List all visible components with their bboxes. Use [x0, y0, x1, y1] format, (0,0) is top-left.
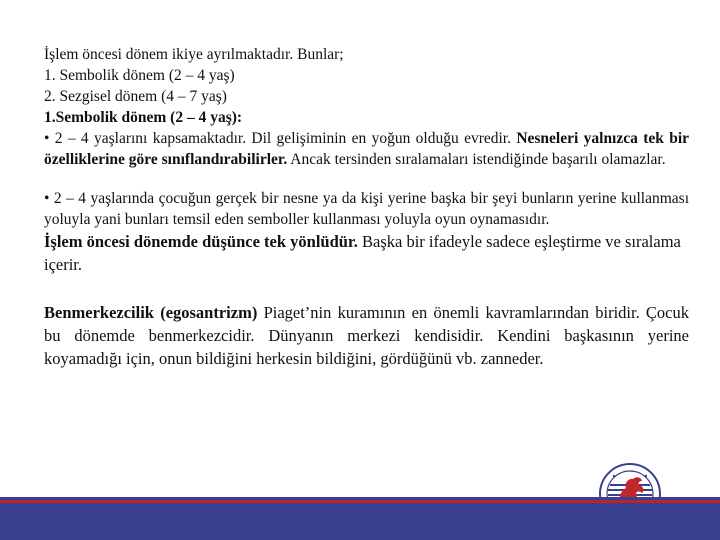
intro-line: İşlem öncesi dönem ikiye ayrılmaktadır. Bunlar; — [44, 46, 344, 63]
paragraph-1-text: • 2 – 4 yaşlarını kapsamaktadır. Dil gelişiminin en yoğun olduğu evredir. — [44, 130, 511, 147]
paragraph-1-bold: Nesneleri yalnızca tek bir özelliklerine göre sınıflandırabilirler. — [44, 130, 690, 168]
paragraph-1-end: Ancak tersinden sıralamaları istendiğinde başarılı olamazlar. — [290, 151, 666, 168]
paragraph-1 — [44, 128, 689, 170]
list-item-symbolic: 1. Sembolik dönem (2 – 4 yaş) — [44, 67, 235, 84]
paragraph-2: • 2 – 4 yaşlarında çocuğun gerçek bir nesne ya da kişi yerine başka bir şeyi bunların yerine kullanması yoluyla yani bunları temsil eden semboller kullanması yoluyla oyun oynamasıdır. — [44, 190, 689, 228]
spacer — [44, 170, 689, 188]
paragraph-3-text: Başka bir ifadeyle sadece eşleştirme ve sıralama içerir. — [44, 232, 681, 274]
paragraph-4-bold: Benmerkezcilik (egosantrizm) — [44, 303, 258, 322]
paragraph-3-bold: İşlem öncesi dönemde düşünce tek yönlüdür. — [44, 232, 358, 251]
paragraph-3 — [44, 230, 689, 276]
paragraph-4-text: Piaget’nin kuramının en önemli kavramlarından biridir. Çocuk bu dönemde benmerkezcidir. Dünyanın merkezi kendisidir. Kendini başkasının yerine koyamadığı için, onun bildiğini herkesin bildiğini, gördüğünü vb. zanneder. — [44, 303, 689, 368]
list-item-intuitive: 2. Sezgisel dönem (4 – 7 yaş) — [44, 88, 227, 105]
spacer — [44, 276, 689, 301]
slide-content — [44, 44, 689, 370]
paragraph-4 — [44, 301, 689, 370]
footer-band-blue — [0, 503, 720, 540]
section-heading: 1.Sembolik dönem (2 – 4 yaş): — [44, 109, 243, 126]
